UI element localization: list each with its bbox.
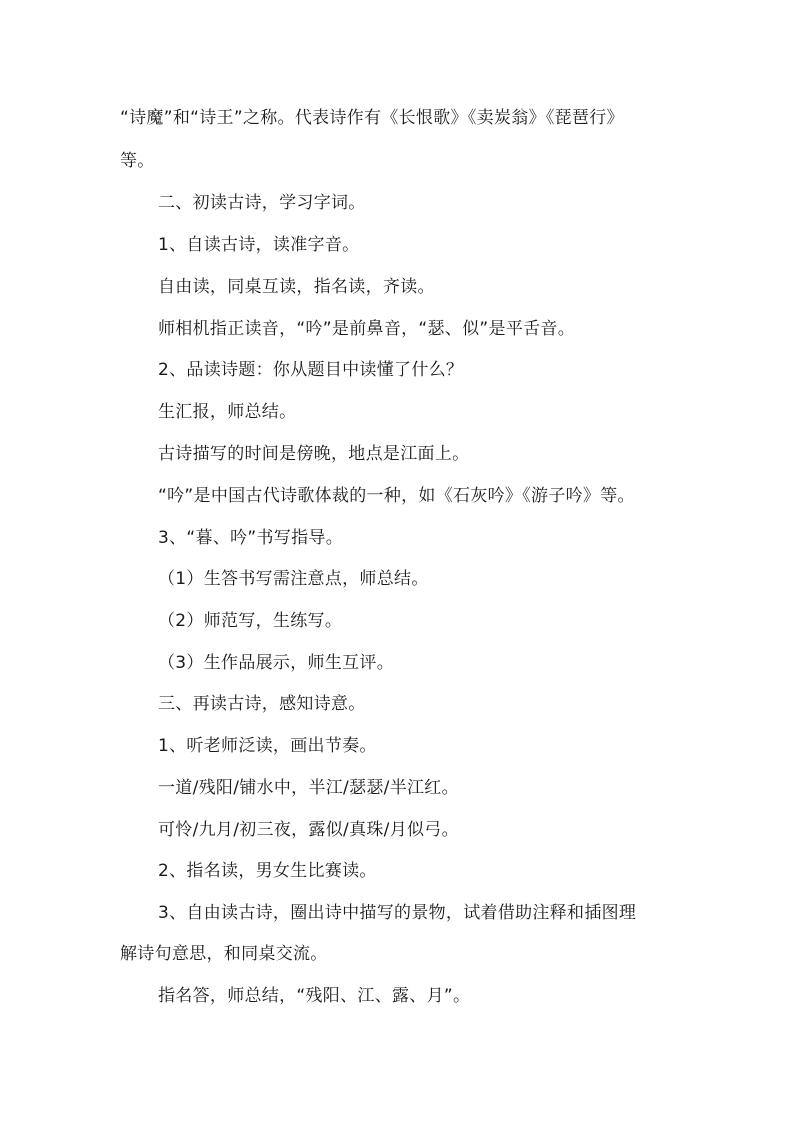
- paragraph-line: “吟”是中国古代诗歌体裁的一种，如《石灰吟》《游子吟》等。: [158, 486, 635, 506]
- paragraph-line: 师相机指正读音，“吟”是前鼻音，“瑟、似”是平舌音。: [158, 319, 576, 339]
- sub-step-line: （2）师范写，生练写。: [158, 611, 343, 631]
- step-heading: 1、听老师泛读，画出节奏。: [158, 736, 377, 756]
- step-heading: 3、“暮、吟”书写指导。: [158, 528, 344, 548]
- paragraph-line: 生汇报，师总结。: [158, 402, 297, 422]
- step-heading: 2、指名读，男女生比赛读。: [158, 861, 377, 881]
- step-heading: 2、品读诗题：你从题目中读懂了什么？: [158, 360, 464, 380]
- paragraph-line: “诗魔”和“诗王”之称。代表诗作有《长恨歌》《卖炭翁》《琵琶行》: [120, 108, 624, 128]
- step-heading: 3、自由读古诗，圈出诗中描写的景物，试着借助注释和插图理: [158, 903, 637, 923]
- poem-line: 可怜/九月/初三夜，露似/真珠/月似弓。: [158, 820, 459, 840]
- section-heading: 二、初读古诗，学习字词。: [158, 193, 366, 213]
- paragraph-line: 自由读，同桌互读，指名读，齐读。: [158, 277, 435, 297]
- sub-step-line: （1）生答书写需注意点，师总结。: [158, 569, 429, 589]
- section-heading: 三、再读古诗，感知诗意。: [158, 694, 366, 714]
- sub-step-line: （3）生作品展示，师生互评。: [158, 653, 395, 673]
- paragraph-line: 古诗描写的时间是傍晚，地点是江面上。: [158, 444, 470, 464]
- paragraph-line: 解诗句意思，和同桌交流。: [120, 944, 328, 964]
- step-heading: 1、自读古诗，读准字音。: [158, 235, 360, 255]
- poem-line: 一道/残阳/铺水中，半江/瑟瑟/半江红。: [158, 778, 459, 798]
- paragraph-line: 指名答，师总结，“残阳、江、露、月”。: [158, 986, 471, 1006]
- paragraph-line: 等。: [120, 151, 155, 171]
